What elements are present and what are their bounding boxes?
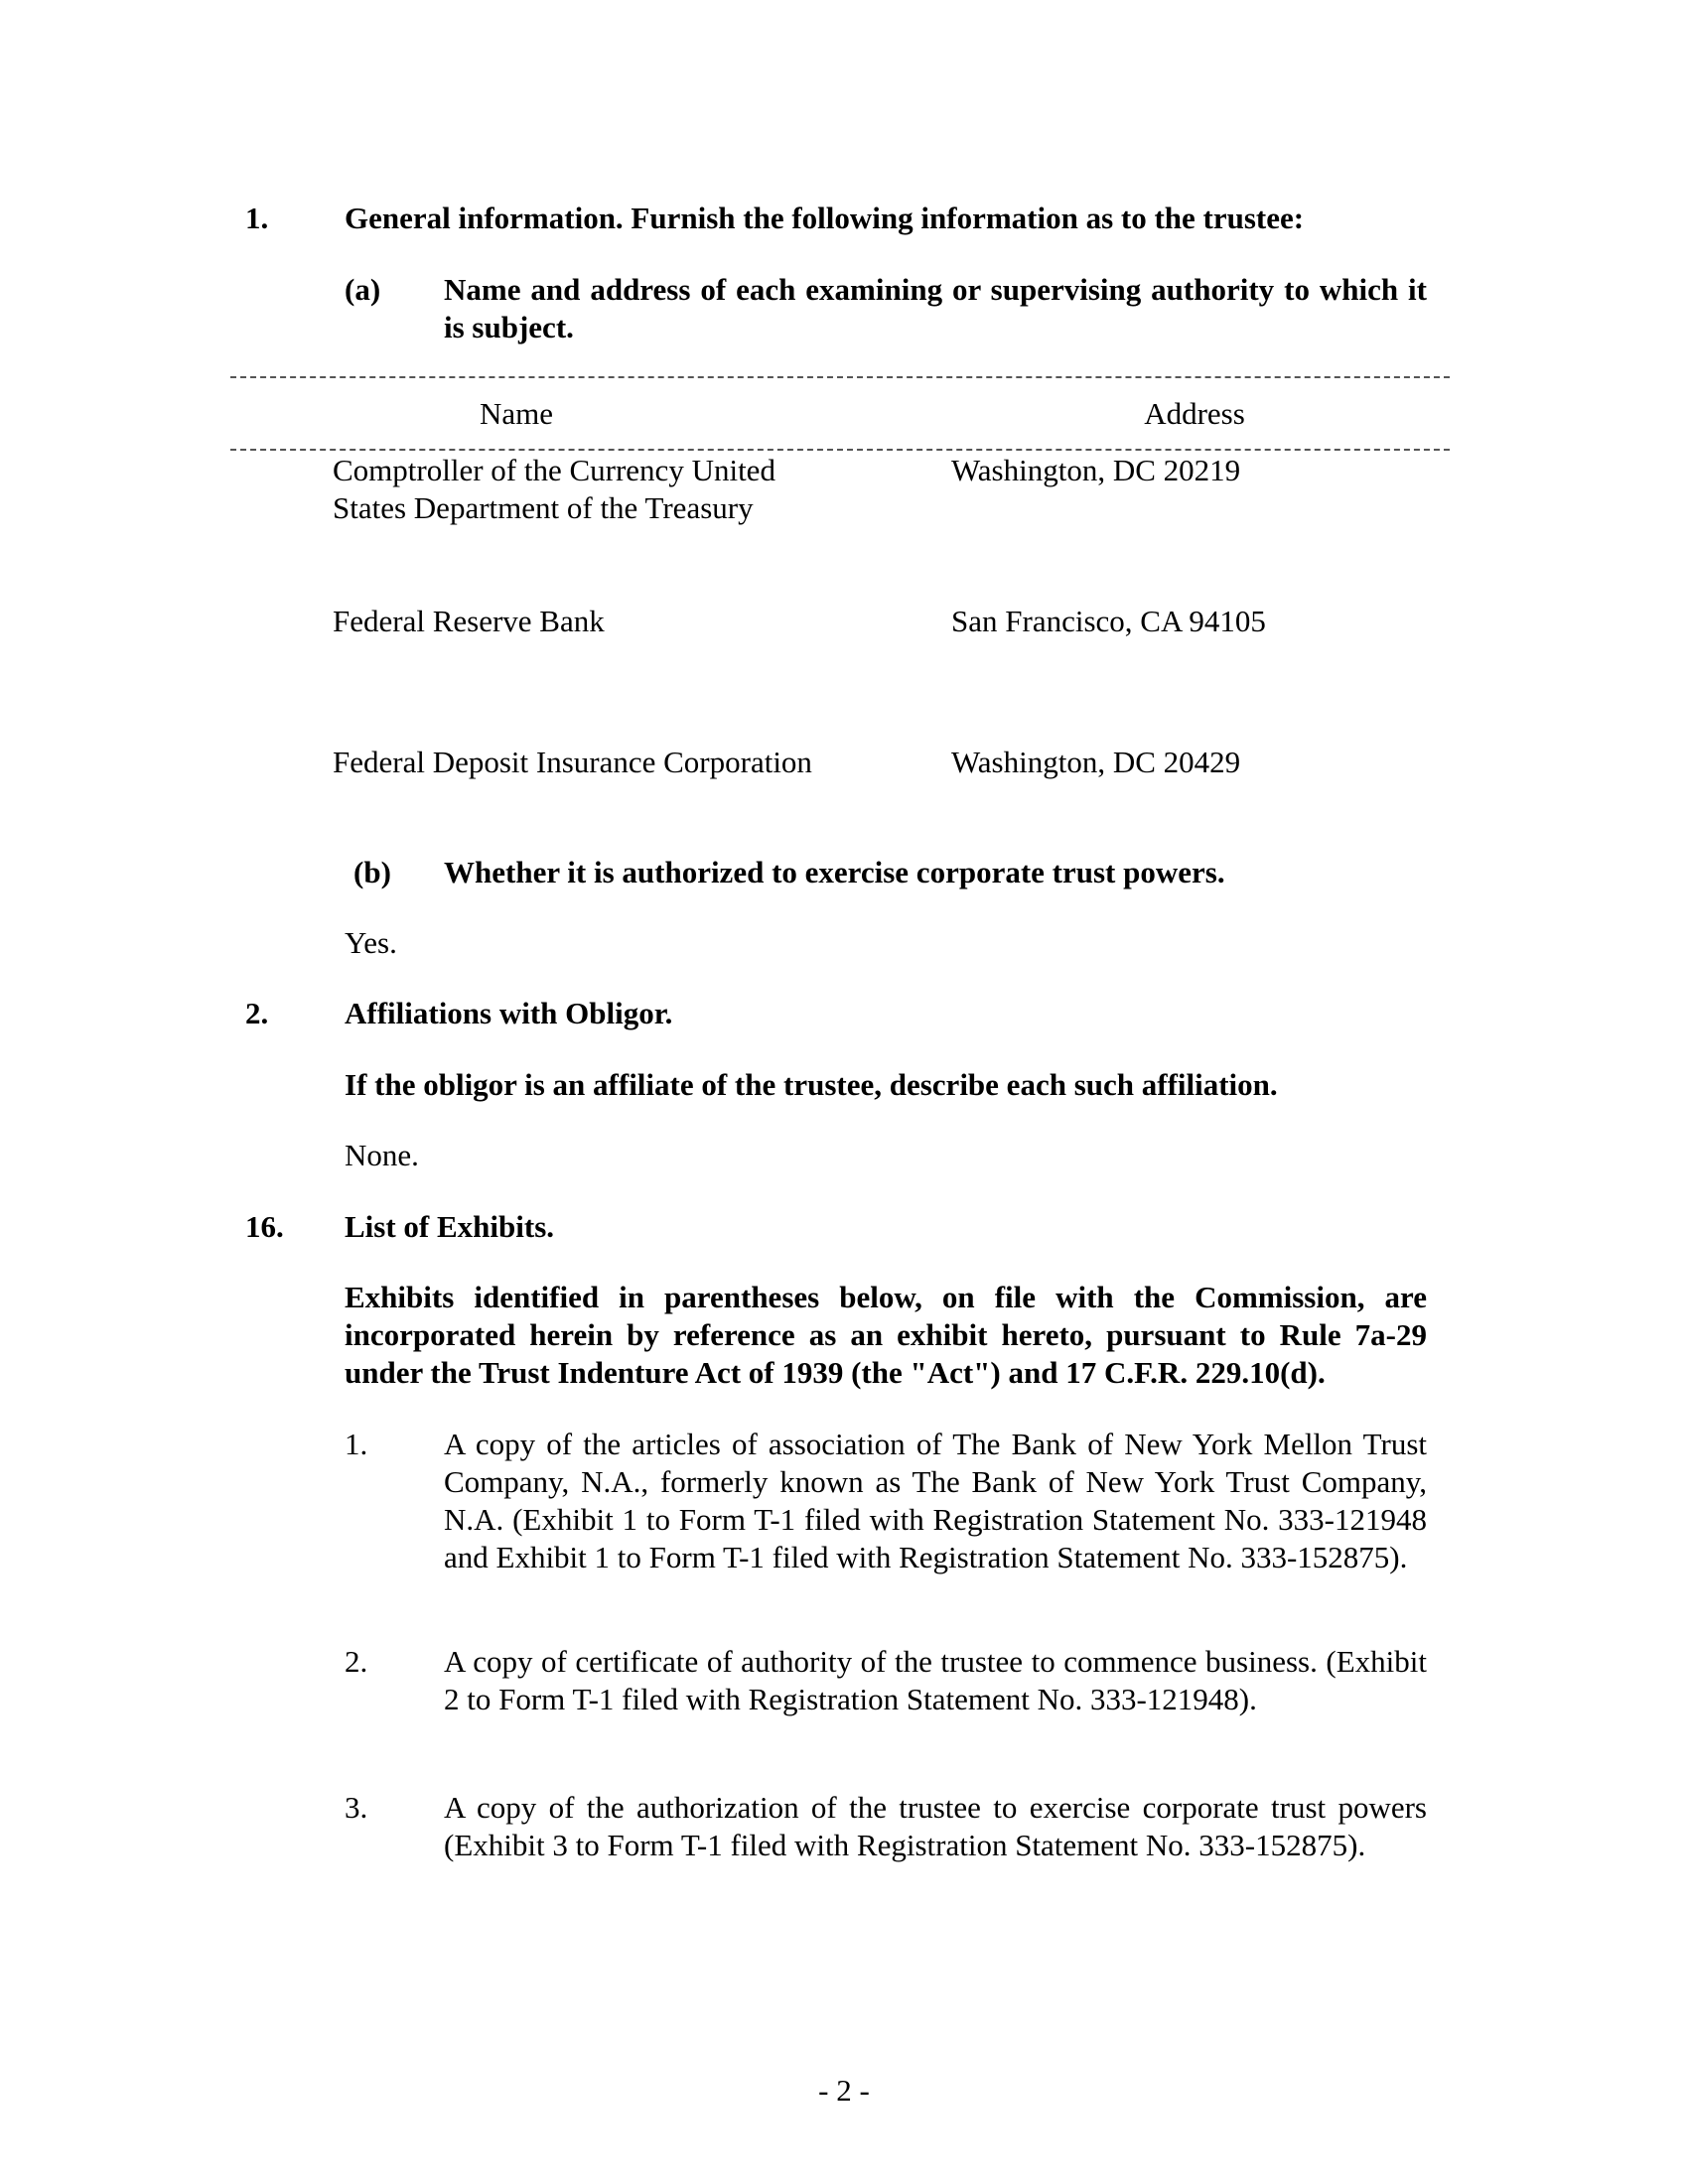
- exhibit-1-number: 1.: [345, 1427, 368, 1461]
- section-2-heading: Affiliations with Obligor.: [345, 996, 673, 1030]
- exhibit-3-number: 3.: [345, 1790, 368, 1825]
- section-16-intro: Exhibits identified in parentheses below, on file with the Commission, are incorporated herein by reference as an exhibit hereto, pursuant to Rule 7a-29 under the Trust Indenture Act of 1939 (the "Act") and 17 C.F.R. 229.10(d).: [345, 1280, 1427, 1390]
- section-16-number: 16.: [245, 1209, 284, 1244]
- section-2-answer: None.: [345, 1138, 419, 1172]
- item-b-text: Whether it is authorized to exercise corporate trust powers.: [444, 855, 1225, 889]
- table-header-name: Name: [479, 396, 554, 431]
- exhibit-2-number: 2.: [345, 1644, 368, 1679]
- exhibit-2-text: A copy of certificate of authority of the trustee to commence business. (Exhibit 2 to Form T-1 filed with Registration Statement No. 333-121948).: [444, 1644, 1427, 1716]
- page-number: - 2 -: [818, 2073, 870, 2108]
- table-row-3-address: Washington, DC 20429: [951, 745, 1241, 779]
- section-16-heading: List of Exhibits.: [345, 1209, 555, 1244]
- section-1-number: 1.: [245, 201, 269, 235]
- table-row-2-address: San Francisco, CA 94105: [951, 604, 1266, 638]
- table-row-3-name: Federal Deposit Insurance Corporation: [333, 745, 812, 779]
- item-b-answer: Yes.: [345, 925, 397, 960]
- exhibit-3-text: A copy of the authorization of the trustee to exercise corporate trust powers (Exhibit 3 to Form T-1 filed with Registration Statement No. 333-152875).: [444, 1790, 1427, 1862]
- table-top-rule: [230, 376, 1450, 378]
- table-header-rule: [230, 449, 1450, 451]
- exhibit-1-text: A copy of the articles of association of The Bank of New York Mellon Trust Company, N.A., formerly known as The Bank of New York Trust Company, N.A. (Exhibit 1 to Form T-1 filed with Registration Statement No. 333-121948 and Exhibit 1 to Form T-1 filed with Registration Statement No. 333-152875).: [444, 1427, 1427, 1574]
- table-row-1-address: Washington, DC 20219: [951, 453, 1241, 487]
- table-row-2-name: Federal Reserve Bank: [333, 604, 605, 638]
- item-a-label: (a): [345, 272, 381, 307]
- section-1-heading: General information. Furnish the following information as to the trustee:: [345, 201, 1305, 235]
- section-2-question: If the obligor is an affiliate of the trustee, describe each such affiliation.: [345, 1067, 1278, 1102]
- item-b-label: (b): [353, 855, 391, 889]
- table-header-address: Address: [1144, 396, 1245, 431]
- table-row-1-name: Comptroller of the Currency United States Department of the Treasury: [333, 453, 775, 525]
- section-2-number: 2.: [245, 996, 269, 1030]
- item-a-text: Name and address of each examining or supervising authority to which it is subject.: [444, 272, 1427, 344]
